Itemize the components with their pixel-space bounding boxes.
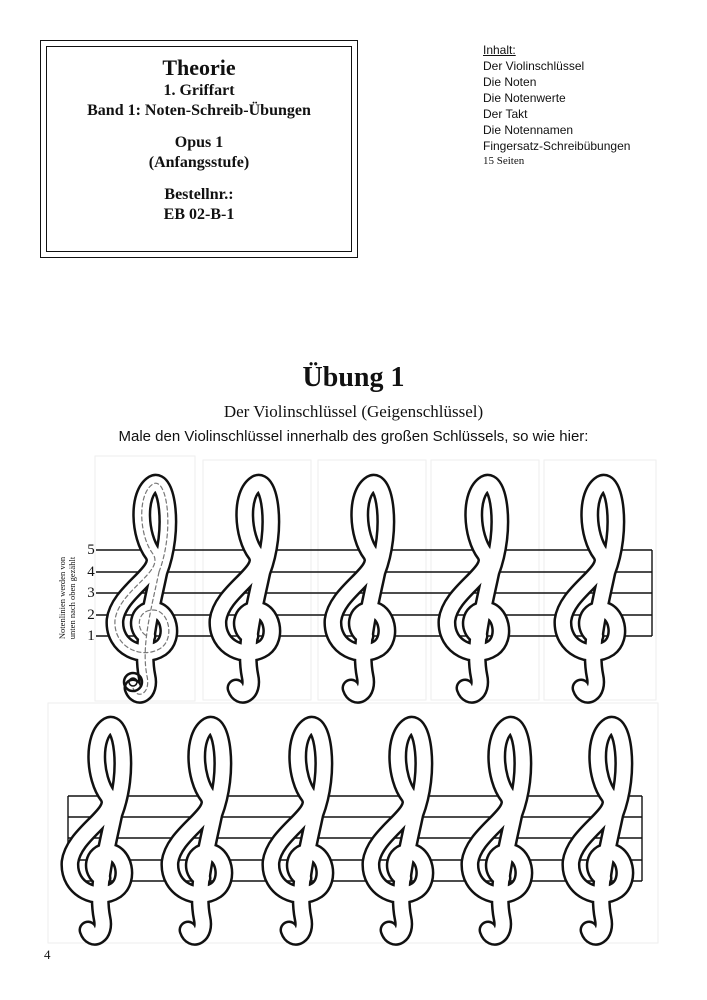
staff-line-number: 1	[87, 628, 95, 644]
treble-clef-outline	[571, 725, 625, 936]
title-griffart: 1. Griffart	[163, 82, 235, 99]
exercise-instruction: Male den Violinschlüssel innerhalb des großen Schlüssels, so wie hier:	[118, 428, 589, 445]
contents-item: Der Takt	[483, 107, 528, 121]
contents-item: Die Notenwerte	[483, 91, 566, 105]
staff-note-line2: unten nach oben gezählt	[67, 556, 77, 640]
staff-note-line1: Notenlinien werden von	[57, 556, 67, 640]
treble-clef-outline	[470, 725, 524, 936]
contents-item: Die Notennamen	[483, 123, 574, 137]
title-level: (Anfangsstufe)	[148, 154, 250, 171]
page-number: 4	[44, 947, 51, 962]
contents-pages: 15 Seiten	[483, 155, 525, 167]
staff-row-2	[68, 796, 642, 881]
contents-heading: Inhalt:	[483, 43, 516, 57]
treble-clef-outline	[271, 725, 325, 936]
treble-clef-outline	[447, 483, 501, 694]
exercise-title: Übung 1	[302, 362, 405, 393]
title-opus: Opus 1	[174, 134, 224, 151]
staff-line-number: 2	[87, 607, 95, 623]
title-band: Band 1: Noten-Schreib-Übungen	[87, 102, 311, 119]
clefs-row-2	[70, 725, 625, 936]
example-treble-clef	[115, 483, 169, 694]
contents-item: Fingersatz-Schreibübungen	[483, 139, 631, 153]
clefs-row-1	[115, 483, 617, 694]
contents-item: Der Violinschlüssel	[483, 59, 585, 73]
order-number: EB 02-B-1	[163, 206, 235, 223]
treble-clef-outline	[333, 483, 387, 694]
row2-frame	[48, 703, 658, 943]
order-label: Bestellnr.:	[164, 186, 234, 203]
treble-clef-outline	[70, 725, 124, 936]
exercise-subtitle: Der Violinschlüssel (Geigenschlüssel)	[223, 402, 484, 421]
treble-clef-outline	[170, 725, 224, 936]
contents-item: Die Noten	[483, 75, 537, 89]
staff-line-number: 5	[87, 542, 95, 558]
treble-clef-outline	[218, 483, 272, 694]
treble-clef-outline	[371, 725, 425, 936]
staff-line-number: 4	[87, 564, 95, 580]
staff-line-number: 3	[87, 585, 95, 601]
treble-clef-outline	[563, 483, 617, 694]
title-heading: Theorie	[162, 55, 236, 80]
